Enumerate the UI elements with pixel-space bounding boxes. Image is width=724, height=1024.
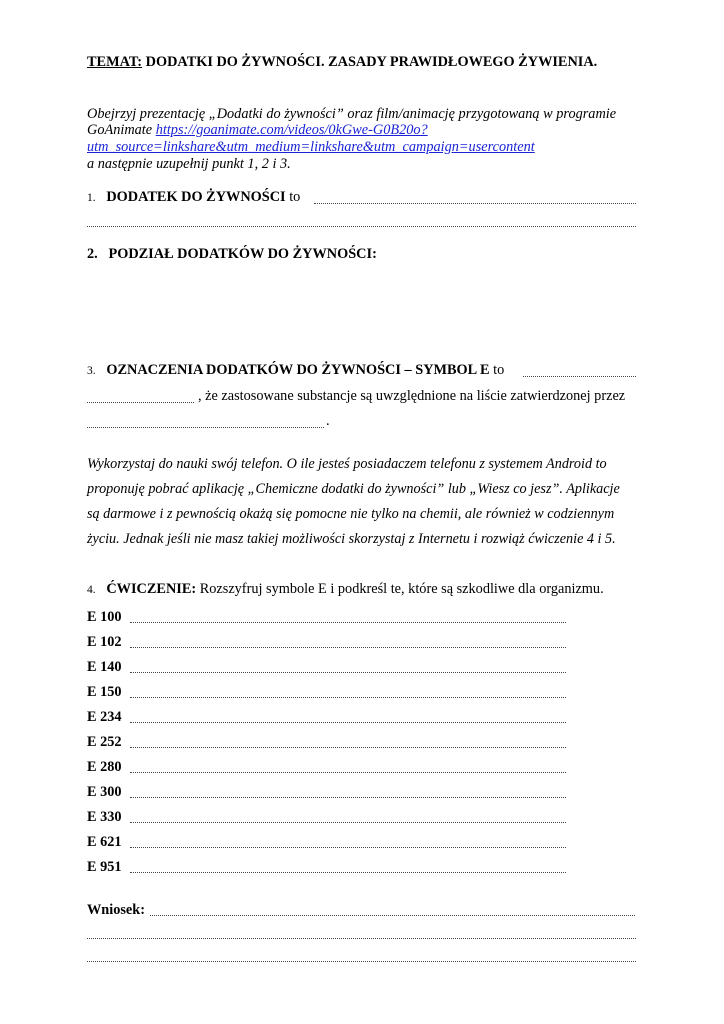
- section-4-heading: [87, 581, 604, 598]
- e-symbol-label: E 280: [87, 759, 122, 775]
- answer-line[interactable]: [130, 847, 566, 848]
- e-symbol-label: E 100: [87, 609, 122, 625]
- section-3-line-2-text: , że zastosowane substancje są uwzględnione na liście zatwierdzonej przez: [198, 388, 626, 404]
- intro-line-2-prefix: GoAnimate: [87, 122, 156, 138]
- section-3-line-3-end: .: [326, 413, 330, 429]
- topic-title: DODATKI DO ŻYWNOŚCI. ZASADY PRAWIDŁOWEGO ŻYWIENIA.: [145, 54, 598, 70]
- section-3-number: 3.: [87, 365, 96, 377]
- answer-line[interactable]: [130, 772, 566, 773]
- topic-label: TEMAT:: [87, 54, 143, 70]
- section-4-title: ĆWICZENIE:: [106, 581, 197, 597]
- intro-line-2: [87, 122, 428, 139]
- answer-line[interactable]: [150, 915, 635, 916]
- page-title: [87, 54, 597, 71]
- answer-line[interactable]: [130, 697, 566, 698]
- section-2-title: PODZIAŁ DODATKÓW DO ŻYWNOŚCI:: [108, 246, 377, 262]
- note-paragraph: [87, 452, 647, 552]
- e-symbol-label: E 102: [87, 634, 122, 650]
- conclusion-label: Wniosek:: [87, 902, 145, 918]
- e-symbol-label: E 300: [87, 784, 122, 800]
- answer-line[interactable]: [130, 672, 566, 673]
- answer-line[interactable]: [87, 226, 636, 227]
- answer-line[interactable]: [130, 822, 566, 823]
- section-2-heading: [87, 246, 377, 263]
- intro-line-3: [87, 139, 535, 156]
- note-line-3: są darmowe i z pewnością okażą się pomocne nie tylko na chemii, ale również w codziennym: [87, 506, 615, 522]
- section-3-heading: [87, 362, 504, 379]
- answer-line[interactable]: [130, 647, 566, 648]
- e-symbol-label: E 234: [87, 709, 122, 725]
- note-line-2: proponuję pobrać aplikację „Chemiczne dodatki do żywności” lub „Wiesz co jesz”. Aplikacje: [87, 481, 620, 497]
- e-symbol-label: E 140: [87, 659, 122, 675]
- goanimate-link-continued[interactable]: utm_source=linkshare&utm_medium=linkshare&utm_campaign=usercontent: [87, 139, 535, 155]
- answer-line[interactable]: [87, 961, 636, 962]
- answer-line[interactable]: [87, 402, 194, 403]
- answer-line[interactable]: [87, 938, 636, 939]
- section-3-title: OZNACZENIA DODATKÓW DO ŻYWNOŚCI – SYMBOL E: [106, 362, 490, 378]
- section-1-number: 1.: [87, 192, 96, 204]
- goanimate-link[interactable]: https://goanimate.com/videos/0kGwe-G0B20o?: [155, 122, 428, 138]
- answer-line[interactable]: [130, 722, 566, 723]
- answer-line[interactable]: [130, 622, 566, 623]
- intro-line-4: a następnie uzupełnij punkt 1, 2 i 3.: [87, 156, 291, 172]
- section-4-instruction: Rozszyfruj symbole E i podkreśl te, które są szkodliwe dla organizmu.: [199, 581, 604, 597]
- intro-line-1: Obejrzyj prezentację „Dodatki do żywności” oraz film/animację przygotowaną w programie: [87, 106, 617, 122]
- answer-line[interactable]: [87, 427, 324, 428]
- section-1-heading: [87, 189, 300, 206]
- section-1-after: to: [289, 189, 301, 205]
- section-3-after: to: [493, 362, 505, 378]
- answer-line[interactable]: [314, 203, 636, 204]
- answer-line[interactable]: [130, 747, 566, 748]
- e-symbol-label: E 621: [87, 834, 122, 850]
- answer-line[interactable]: [523, 376, 636, 377]
- answer-line[interactable]: [130, 797, 566, 798]
- e-symbol-label: E 330: [87, 809, 122, 825]
- note-line-4: życiu. Jednak jeśli nie masz takiej możliwości skorzystaj z Internetu i rozwiąż ćwiczenie 4 i 5.: [87, 531, 616, 547]
- section-4-number: 4.: [87, 584, 96, 596]
- e-symbol-label: E 951: [87, 859, 122, 875]
- answer-line[interactable]: [130, 872, 566, 873]
- note-line-1: Wykorzystaj do nauki swój telefon. O ile jesteś posiadaczem telefonu z systemem Android to: [87, 456, 607, 472]
- e-symbol-label: E 150: [87, 684, 122, 700]
- e-symbol-label: E 252: [87, 734, 122, 750]
- section-1-title: DODATEK DO ŻYWNOŚCI: [106, 189, 286, 205]
- section-2-number: 2.: [87, 246, 98, 262]
